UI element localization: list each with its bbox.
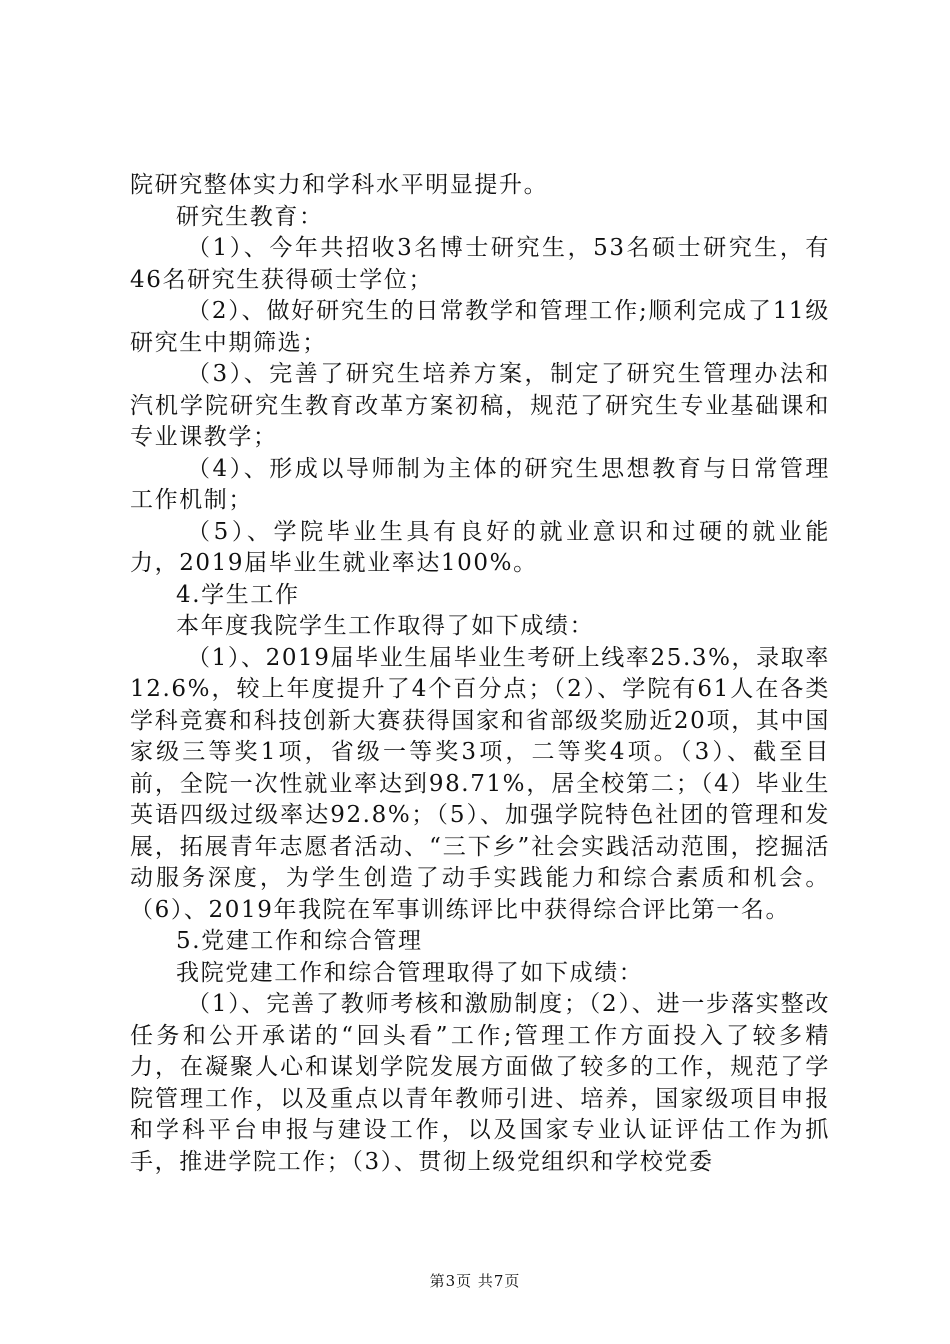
paragraph-graduate-item-2: （2）、做好研究生的日常教学和管理工作;顺利完成了11级研究生中期筛选； xyxy=(130,298,830,356)
paragraph-graduate-item-1: （1）、今年共招收3名博士研究生，53名硕士研究生，有46名研究生获得硕士学位； xyxy=(130,235,830,293)
document-body xyxy=(130,170,830,1178)
paragraph-graduate-item-3: （3）、完善了研究生培养方案，制定了研究生管理办法和汽机学院研究生教育改革方案初稿，规范了研究生专业基础课和专业课教学； xyxy=(130,361,830,450)
section-heading-student-work: 4.学生工作 xyxy=(176,581,300,608)
section-heading-party-building: 5.党建工作和综合管理 xyxy=(176,928,423,954)
paragraph-party-building-intro: 我院党建工作和综合管理取得了如下成绩： xyxy=(176,959,644,986)
paragraph-graduate-item-5: （5）、学院毕业生具有良好的就业意识和过硬的就业能力，2019届毕业生就业率达100%。 xyxy=(130,518,830,576)
page-number-footer: 第3页 共7页 xyxy=(429,1272,521,1290)
paragraph-student-work-intro: 本年度我院学生工作取得了如下成绩： xyxy=(176,613,595,639)
section-heading-graduate-education: 研究生教育： xyxy=(176,203,324,230)
paragraph-student-work-details: （1）、2019届毕业生届毕业生考研上线率25.3%，录取率12.6%，较上年度提升了4个百分点；（2）、学院有61人在各类学科竞赛和科技创新大赛获得国家和省部级奖励近20项，其中国家级三等奖1项，省级一等奖3项，二等奖4项。（3）、截至目前，全院一次性就业率达到98.71%，居全校第二；（4）毕业生英语四级过级率达92.8%；（5）、加强学院特色社团的管理和发展，拓展青年志愿者活动、“三下乡”社会实践活动范围，挖掘活动服务深度，为学生创造了动手实践能力和综合素质和机会。（6）、2019年我院在军事训练评比中获得综合评比第一名。 xyxy=(130,644,830,923)
paragraph-party-building-details: （1）、完善了教师考核和激励制度；（2）、进一步落实整改任务和公开承诺的“回头看”工作;管理工作方面投入了较多精力，在凝聚人心和谋划学院发展方面做了较多的工作，规范了学院管理工作，以及重点以青年教师引进、培养，国家级项目申报和学科平台申报与建设工作，以及国家专业认证评估工作为抓手，推进学院工作；（3）、贯彻上级党组织和学校党委 xyxy=(130,991,830,1175)
paragraph-graduate-item-4: （4）、形成以导师制为主体的研究生思想教育与日常管理工作机制； xyxy=(130,455,830,513)
paragraph-continuation: 院研究整体实力和学科水平明显提升。 xyxy=(130,172,549,198)
